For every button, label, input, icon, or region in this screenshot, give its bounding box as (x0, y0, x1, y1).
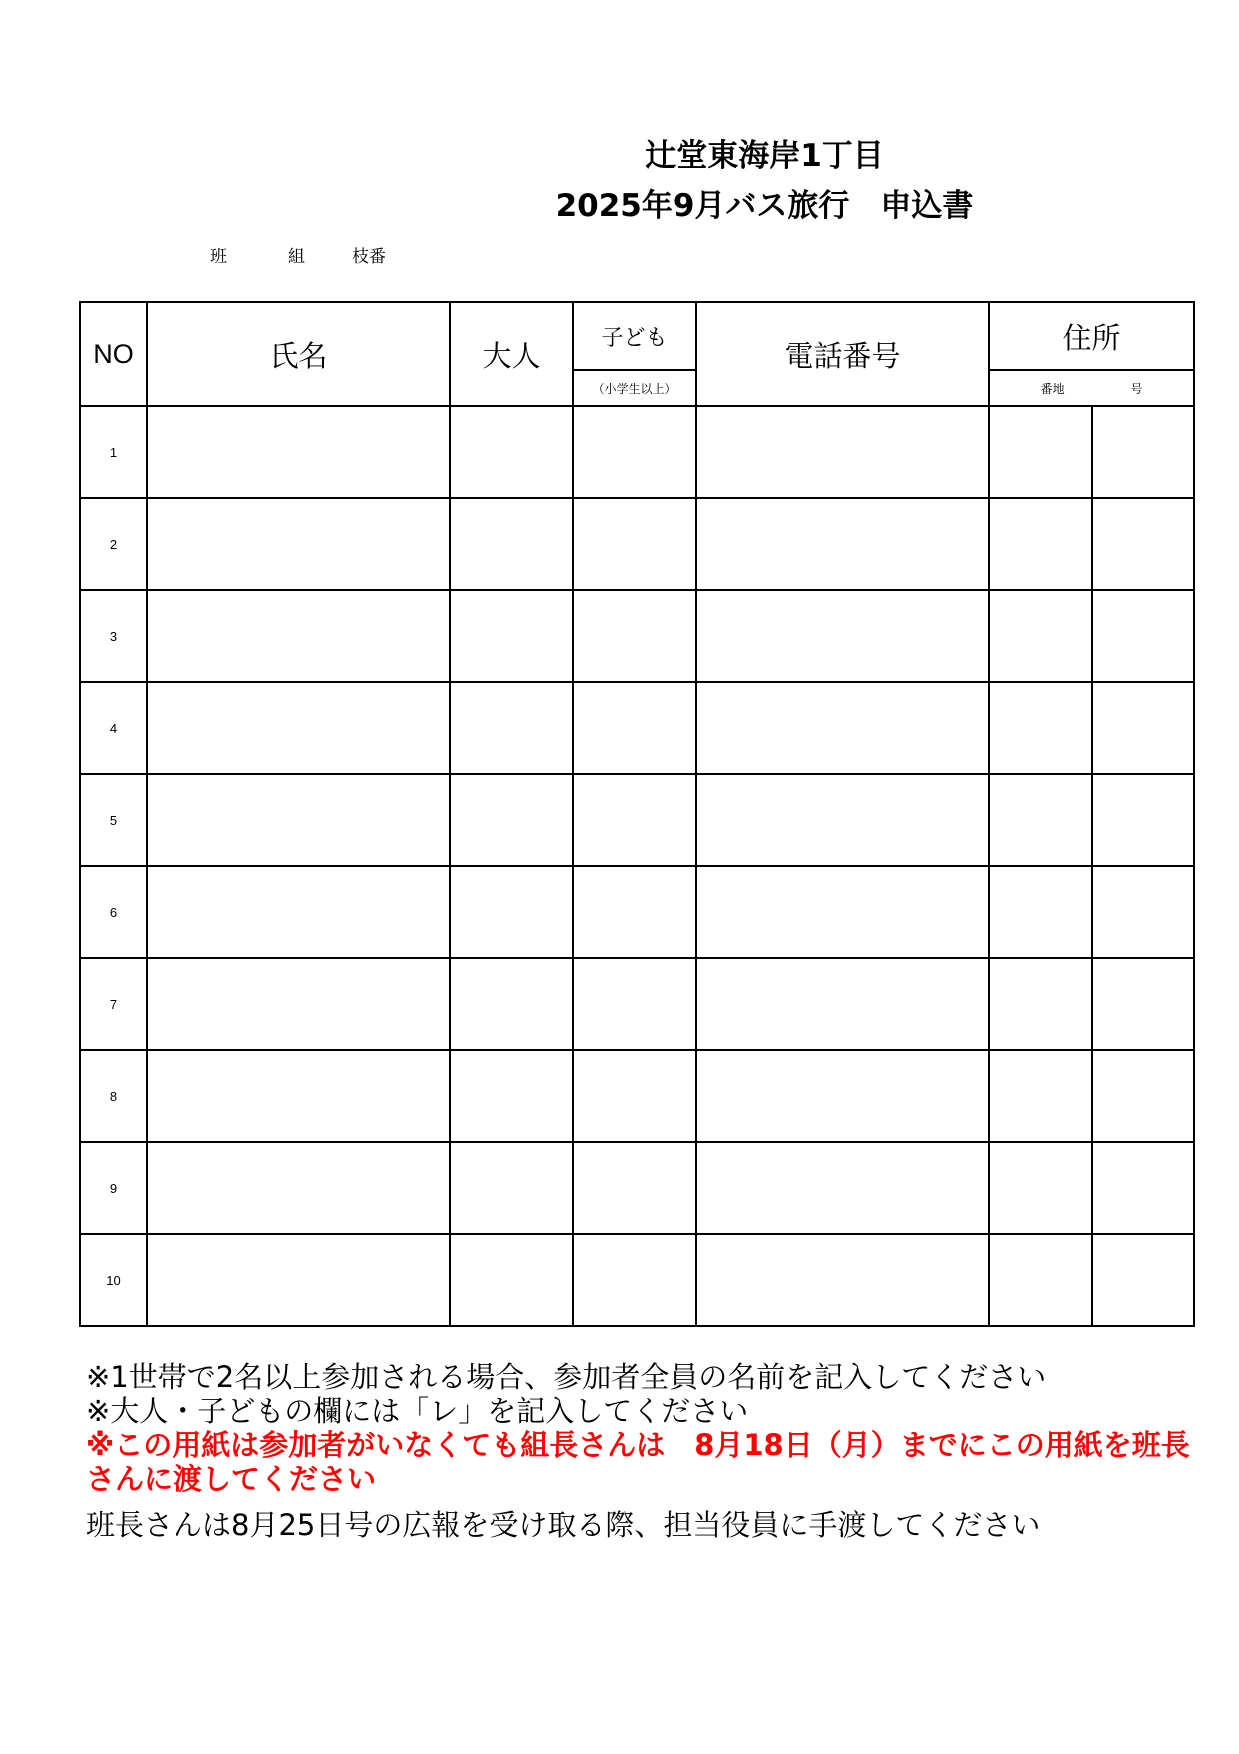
adult-cell[interactable] (450, 406, 573, 498)
go-cell[interactable] (1092, 590, 1194, 682)
header-go: 号 (1130, 381, 1143, 396)
row-number: 8 (80, 1050, 147, 1142)
row-number: 3 (80, 590, 147, 682)
note-handover: 班長さんは8月25日号の広報を受け取る際、担当役員に手渡してください (86, 1508, 1041, 1542)
phone-cell[interactable] (696, 1050, 989, 1142)
notes-section (86, 1360, 1206, 1542)
header-banchi: 番地 (1040, 381, 1065, 396)
table-row (80, 866, 1194, 958)
row-number: 10 (80, 1234, 147, 1326)
go-cell[interactable] (1092, 774, 1194, 866)
header-name: 氏名 (147, 302, 450, 406)
row-number: 6 (80, 866, 147, 958)
child-cell[interactable] (573, 1050, 696, 1142)
go-cell[interactable] (1092, 1142, 1194, 1234)
header-adult: 大人 (450, 302, 573, 406)
banchi-cell[interactable] (989, 866, 1092, 958)
table-row (80, 590, 1194, 682)
go-cell[interactable] (1092, 1234, 1194, 1326)
go-cell[interactable] (1092, 406, 1194, 498)
child-cell[interactable] (573, 590, 696, 682)
banchi-cell[interactable] (989, 1142, 1092, 1234)
adult-cell[interactable] (450, 590, 573, 682)
name-cell[interactable] (147, 1234, 450, 1326)
row-number: 9 (80, 1142, 147, 1234)
go-cell[interactable] (1092, 1050, 1194, 1142)
row-number: 2 (80, 498, 147, 590)
adult-cell[interactable] (450, 866, 573, 958)
application-table (79, 301, 1195, 1327)
phone-cell[interactable] (696, 774, 989, 866)
row-number: 1 (80, 406, 147, 498)
child-cell[interactable] (573, 774, 696, 866)
name-cell[interactable] (147, 774, 450, 866)
note-multiple-members: ※1世帯で2名以上参加される場合、参加者全員の名前を記入してください (86, 1360, 1047, 1394)
note-checkmark: ※大人・子どもの欄には「レ」を記入してください (86, 1394, 749, 1428)
phone-cell[interactable] (696, 1234, 989, 1326)
child-cell[interactable] (573, 866, 696, 958)
header-child: 子ども (573, 302, 696, 370)
phone-cell[interactable] (696, 590, 989, 682)
header-phone: 電話番号 (696, 302, 989, 406)
banchi-cell[interactable] (989, 682, 1092, 774)
table-row (80, 774, 1194, 866)
child-cell[interactable] (573, 682, 696, 774)
row-number: 5 (80, 774, 147, 866)
table-row (80, 1050, 1194, 1142)
name-cell[interactable] (147, 866, 450, 958)
child-cell[interactable] (573, 498, 696, 590)
table-row (80, 498, 1194, 590)
row-number: 4 (80, 682, 147, 774)
adult-cell[interactable] (450, 1142, 573, 1234)
name-cell[interactable] (147, 498, 450, 590)
child-cell[interactable] (573, 1234, 696, 1326)
adult-cell[interactable] (450, 1050, 573, 1142)
table-row (80, 958, 1194, 1050)
name-cell[interactable] (147, 590, 450, 682)
banchi-cell[interactable] (989, 406, 1092, 498)
banchi-cell[interactable] (989, 590, 1092, 682)
banchi-cell[interactable] (989, 774, 1092, 866)
banchi-cell[interactable] (989, 1050, 1092, 1142)
kumi-label: 組 (288, 247, 305, 267)
form-subtitle: 2025年9月バス旅行 申込書 (555, 188, 974, 224)
name-cell[interactable] (147, 406, 450, 498)
table-row (80, 1234, 1194, 1326)
name-cell[interactable] (147, 682, 450, 774)
child-cell[interactable] (573, 958, 696, 1050)
name-cell[interactable] (147, 1142, 450, 1234)
child-cell[interactable] (573, 406, 696, 498)
row-number: 7 (80, 958, 147, 1050)
adult-cell[interactable] (450, 958, 573, 1050)
banchi-cell[interactable] (989, 1234, 1092, 1326)
phone-cell[interactable] (696, 682, 989, 774)
phone-cell[interactable] (696, 958, 989, 1050)
adult-cell[interactable] (450, 498, 573, 590)
name-cell[interactable] (147, 958, 450, 1050)
han-label: 班 (210, 247, 227, 267)
header-child-sub: （小学生以上） (573, 370, 696, 406)
table-row (80, 406, 1194, 498)
go-cell[interactable] (1092, 498, 1194, 590)
child-cell[interactable] (573, 1142, 696, 1234)
table-row (80, 682, 1194, 774)
header-no: NO (80, 302, 147, 406)
name-cell[interactable] (147, 1050, 450, 1142)
adult-cell[interactable] (450, 774, 573, 866)
go-cell[interactable] (1092, 682, 1194, 774)
header-address-sub (989, 370, 1194, 406)
adult-cell[interactable] (450, 1234, 573, 1326)
note-deadline: ※この用紙は参加者がいなくても組長さんは 8月18日（月）までにこの用紙を班長さんに渡してください (86, 1428, 1190, 1496)
phone-cell[interactable] (696, 866, 989, 958)
adult-cell[interactable] (450, 682, 573, 774)
header-address: 住所 (989, 302, 1194, 370)
edaban-label: 枝番 (352, 247, 386, 267)
banchi-cell[interactable] (989, 498, 1092, 590)
table-row (80, 1142, 1194, 1234)
go-cell[interactable] (1092, 958, 1194, 1050)
banchi-cell[interactable] (989, 958, 1092, 1050)
form-title: 辻堂東海岸1丁目 (645, 138, 884, 174)
phone-cell[interactable] (696, 406, 989, 498)
phone-cell[interactable] (696, 498, 989, 590)
go-cell[interactable] (1092, 866, 1194, 958)
phone-cell[interactable] (696, 1142, 989, 1234)
